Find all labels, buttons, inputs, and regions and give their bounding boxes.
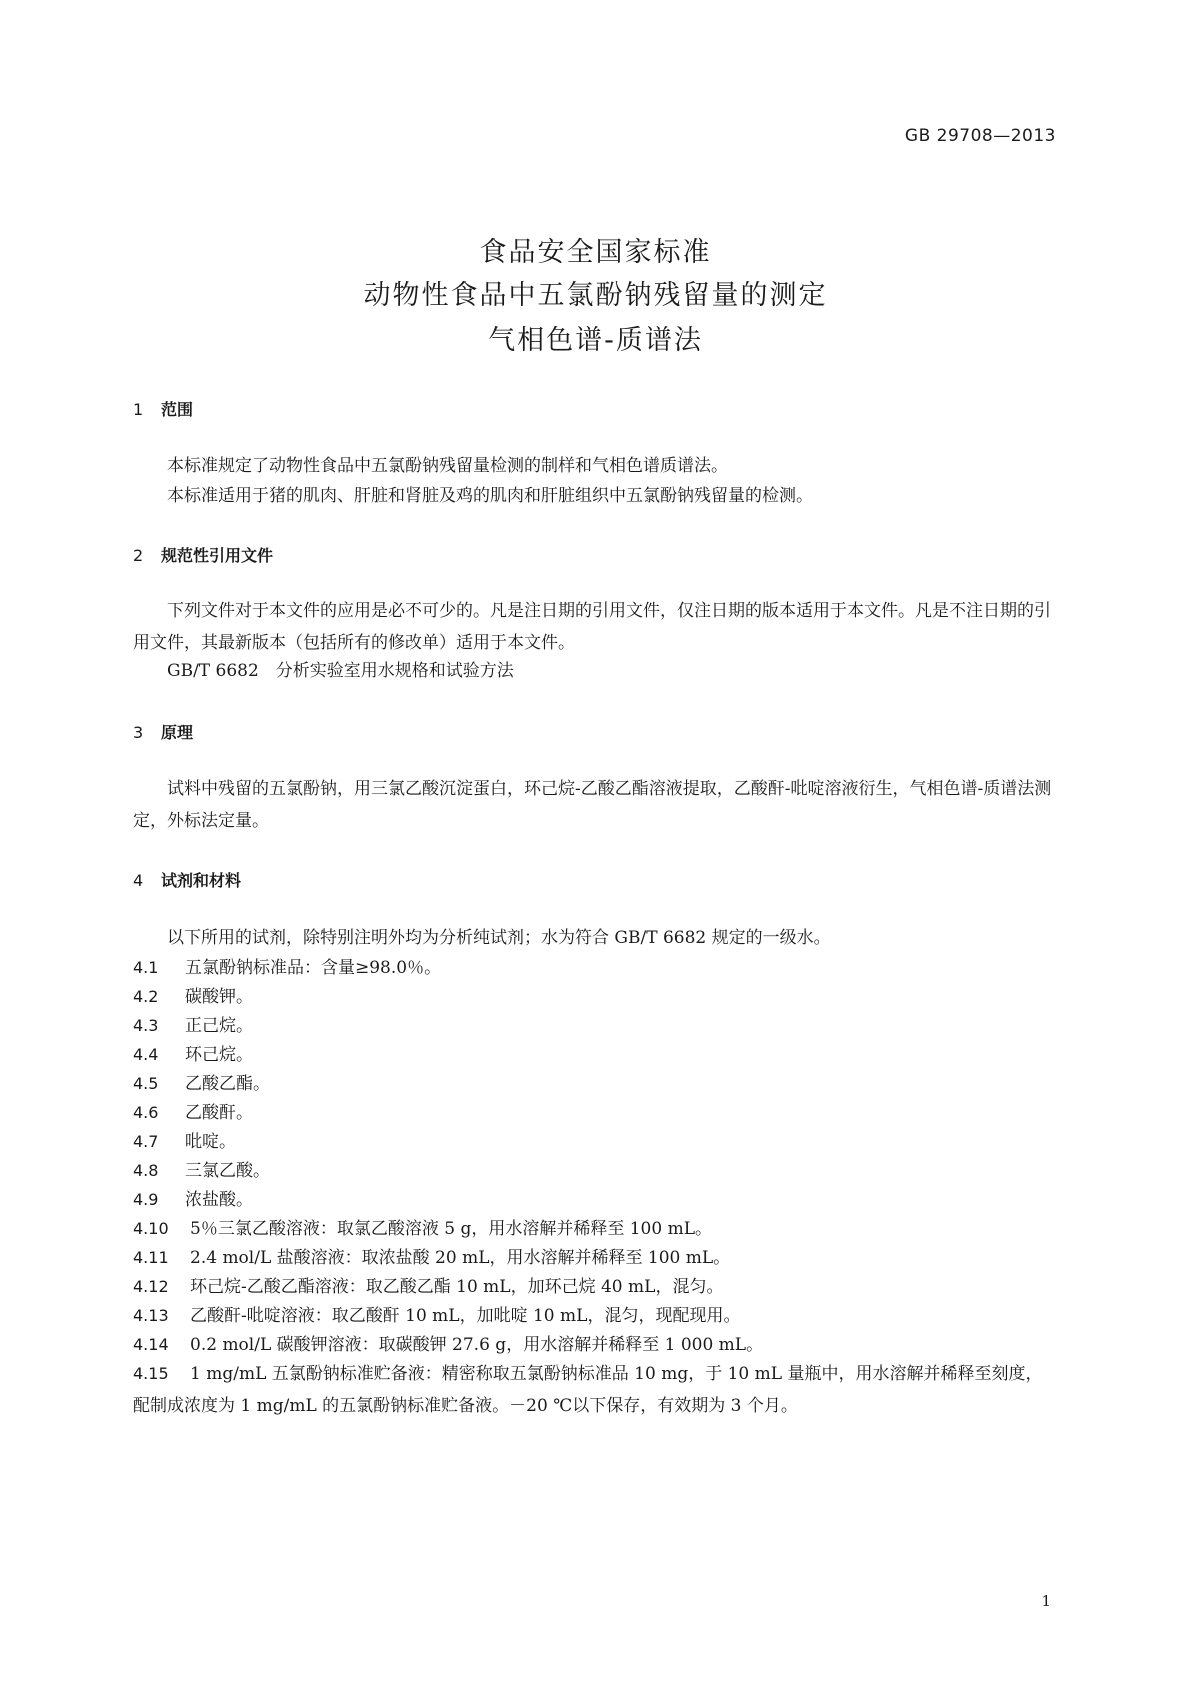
list-item: 4.3 正己烷。 bbox=[133, 1016, 253, 1036]
section-3-heading bbox=[133, 720, 193, 743]
standard-code: GB 29708—2013 bbox=[904, 126, 1056, 146]
list-item: 4.4 环己烷。 bbox=[133, 1045, 253, 1065]
section-1-para-1: 本标准规定了动物性食品中五氯酚钠残留量检测的制样和气相色谱质谱法。 bbox=[167, 456, 728, 476]
title-line-1: 食品安全国家标准 bbox=[479, 237, 712, 268]
section-4-intro: 以下所用的试剂，除特别注明外均为分析纯试剂；水为符合 GB/T 6682 规定的一级水。 bbox=[167, 928, 831, 948]
list-item: 4.1 五氯酚钠标准品：含量≥98.0％。 bbox=[133, 958, 442, 978]
list-item: 4.11 2.4 mol/L 盐酸溶液：取浓盐酸 20 mL，用水溶解并稀释至 100 mL。 bbox=[133, 1248, 731, 1268]
section-number: 4 bbox=[133, 871, 144, 890]
list-item: 4.15 1 mg/mL 五氯酚钠标准贮备液：精密称取五氯酚钠标准品 10 mg，于 10 mL 量瓶中，用水溶解并稀释至刻度，配制成浓度为 1 mg/mL 的五氯酚钠标准贮备液。－20 ℃以下保存，有效期为 3 个月。 bbox=[133, 1364, 1043, 1416]
section-3-para-1: 试料中残留的五氯酚钠，用三氯乙酸沉淀蛋白，环己烷-乙酸乙酯溶液提取，乙酸酐-吡啶溶液衍生，气相色谱-质谱法测定，外标法定量。 bbox=[133, 779, 1052, 831]
list-item: 4.2 碳酸钾。 bbox=[133, 987, 253, 1007]
section-2-heading bbox=[133, 543, 273, 566]
section-number: 3 bbox=[133, 723, 144, 742]
list-item: 4.14 0.2 mol/L 碳酸钾溶液：取碳酸钾 27.6 g，用水溶解并稀释至 1 000 mL。 bbox=[133, 1335, 764, 1355]
list-item: 4.12 环己烷-乙酸乙酯溶液：取乙酸乙酯 10 mL，加环己烷 40 mL，混匀。 bbox=[133, 1277, 724, 1297]
section-4-heading bbox=[133, 868, 241, 891]
list-item: 4.13 乙酸酐-吡啶溶液：取乙酸酐 10 mL，加吡啶 10 mL，混匀，现配现用。 bbox=[133, 1306, 741, 1326]
section-2-reference: GB/T 6682 分析实验室用水规格和试验方法 bbox=[167, 661, 514, 681]
page-number: 1 bbox=[1041, 1592, 1051, 1610]
list-item: 4.7 吡啶。 bbox=[133, 1132, 236, 1152]
title-line-3: 气相色谱-质谱法 bbox=[488, 325, 703, 356]
section-number: 2 bbox=[133, 546, 144, 565]
list-item: 4.10 5％三氯乙酸溶液：取氯乙酸溶液 5 g，用水溶解并稀释至 100 mL。 bbox=[133, 1219, 712, 1239]
list-item: 4.9 浓盐酸。 bbox=[133, 1190, 253, 1210]
section-2-para-1: 下列文件对于本文件的应用是必不可少的。凡是注日期的引用文件，仅注日期的版本适用于本文件。凡是不注日期的引用文件，其最新版本（包括所有的修改单）适用于本文件。 bbox=[133, 601, 1051, 653]
section-number: 1 bbox=[133, 400, 144, 419]
section-title: 试剂和材料 bbox=[161, 871, 242, 890]
section-title: 原理 bbox=[161, 723, 194, 742]
list-item: 4.6 乙酸酐。 bbox=[133, 1103, 253, 1123]
list-item: 4.5 乙酸乙酯。 bbox=[133, 1074, 270, 1094]
section-1-para-2: 本标准适用于猪的肌肉、肝脏和肾脏及鸡的肌肉和肝脏组织中五氯酚钠残留量的检测。 bbox=[167, 486, 813, 506]
list-item: 4.8 三氯乙酸。 bbox=[133, 1161, 270, 1181]
section-title: 范围 bbox=[161, 400, 194, 419]
title-line-2: 动物性食品中五氯酚钠残留量的测定 bbox=[363, 280, 828, 311]
section-title: 规范性引用文件 bbox=[161, 546, 274, 565]
section-1-heading bbox=[133, 397, 193, 420]
